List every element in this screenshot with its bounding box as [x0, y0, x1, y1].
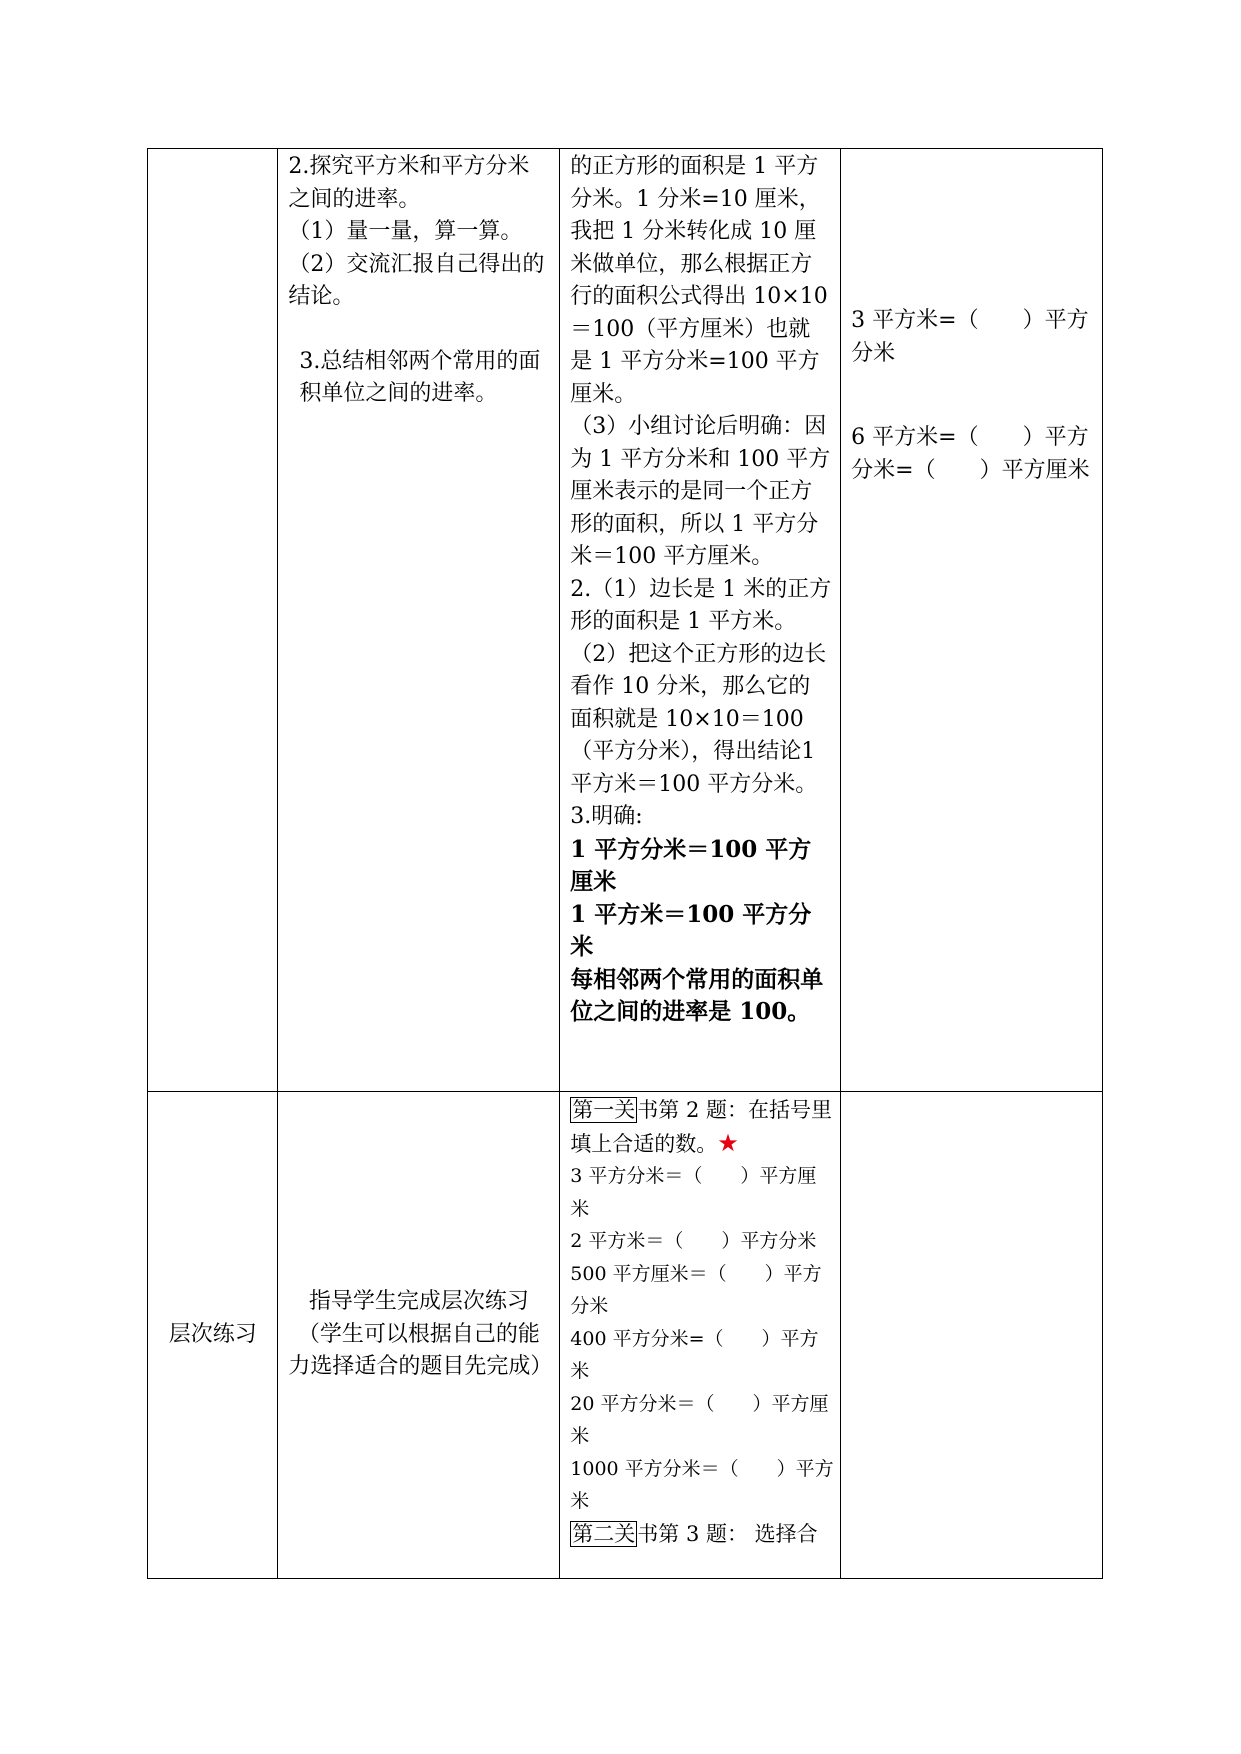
practice-item: 400 平方分米=（ ）平方米	[570, 1327, 819, 1382]
table-row	[148, 149, 1103, 1092]
exercise-question-1: 3 平方米=（ ）平方分米	[851, 308, 1089, 366]
teacher-activity-cell	[278, 1092, 560, 1579]
conclusion-2: 1 平方米＝100 平方分米	[570, 900, 812, 960]
student-paragraph-3: 2.（1）边长是 1 米的正方形的面积是 1 平方米。	[570, 576, 832, 634]
practice-item: 2 平方米＝（ ）平方分米	[570, 1230, 817, 1252]
practice-item: 500 平方厘米＝（ ）平方分米	[570, 1262, 822, 1317]
activity-step-2: 2.探究平方米和平方分米之间的进率。	[288, 154, 530, 212]
student-paragraph-1: 的正方形的面积是 1 平方分米。1 分米=10 厘米，我把 1 分米转化成 10 厘米做单位，那么根据正方行的面积公式得出 10×10＝100（平方厘米）也就是 1 平方分米=100 平方厘米。	[570, 154, 828, 407]
practice-item: 1000 平方分米＝（ ）平方米	[570, 1457, 834, 1512]
student-activity-cell	[560, 149, 841, 1092]
conclusion-1: 1 平方分米＝100 平方厘米	[570, 835, 812, 895]
teacher-activity-cell	[278, 149, 560, 1092]
stage-cell	[148, 149, 278, 1092]
student-paragraph-4: （2）把这个正方形的边长看作 10 分米，那么它的面积就是 10×10＝100（平方分米），得出结论1 平方米＝100 平方分米。	[570, 641, 827, 797]
activity-substep-2: （2）交流汇报自己得出的结论。	[288, 251, 545, 309]
level-1-text: 书第 2 题：在括号里填上合适的数。	[570, 1098, 832, 1156]
student-paragraph-5: 3.明确:	[570, 804, 643, 829]
student-paragraph-2: （3）小组讨论后明确：因为 1 平方分米和 100 平方厘米表示的是同一个正方形的面积，所以 1 平方分米＝100 平方厘米。	[570, 414, 831, 569]
exercise-cell	[841, 149, 1103, 1092]
exercise-question-2: 6 平方米=（ ）平方分米=（ ）平方厘米	[851, 425, 1090, 483]
stage-cell	[148, 1092, 278, 1579]
activity-substep-1: （1）量一量，算一算。	[288, 219, 523, 244]
practice-item: 3 平方分米＝（ ）平方厘米	[570, 1165, 817, 1220]
stage-label: 层次练习	[168, 1321, 257, 1347]
table-row	[148, 1092, 1103, 1579]
level-1-badge: 第一关	[572, 1098, 636, 1122]
star-icon: ★	[717, 1128, 739, 1157]
student-activity-cell	[560, 1092, 841, 1579]
level-2-badge: 第二关	[572, 1521, 636, 1546]
conclusion-3: 每相邻两个常用的面积单位之间的进率是 100。	[570, 965, 824, 1025]
activity-step-3: 3.总结相邻两个常用的面积单位之间的进率。	[299, 348, 541, 406]
teacher-instruction: 指导学生完成层次练习（学生可以根据自己的能力选择适合的题目先完成）	[288, 1289, 553, 1380]
lesson-plan-table	[147, 148, 1103, 1579]
practice-item: 20 平方分米＝（ ）平方厘米	[570, 1392, 829, 1447]
level-2-text: 书第 3 题： 选择合	[637, 1521, 818, 1546]
exercise-cell	[841, 1092, 1103, 1579]
